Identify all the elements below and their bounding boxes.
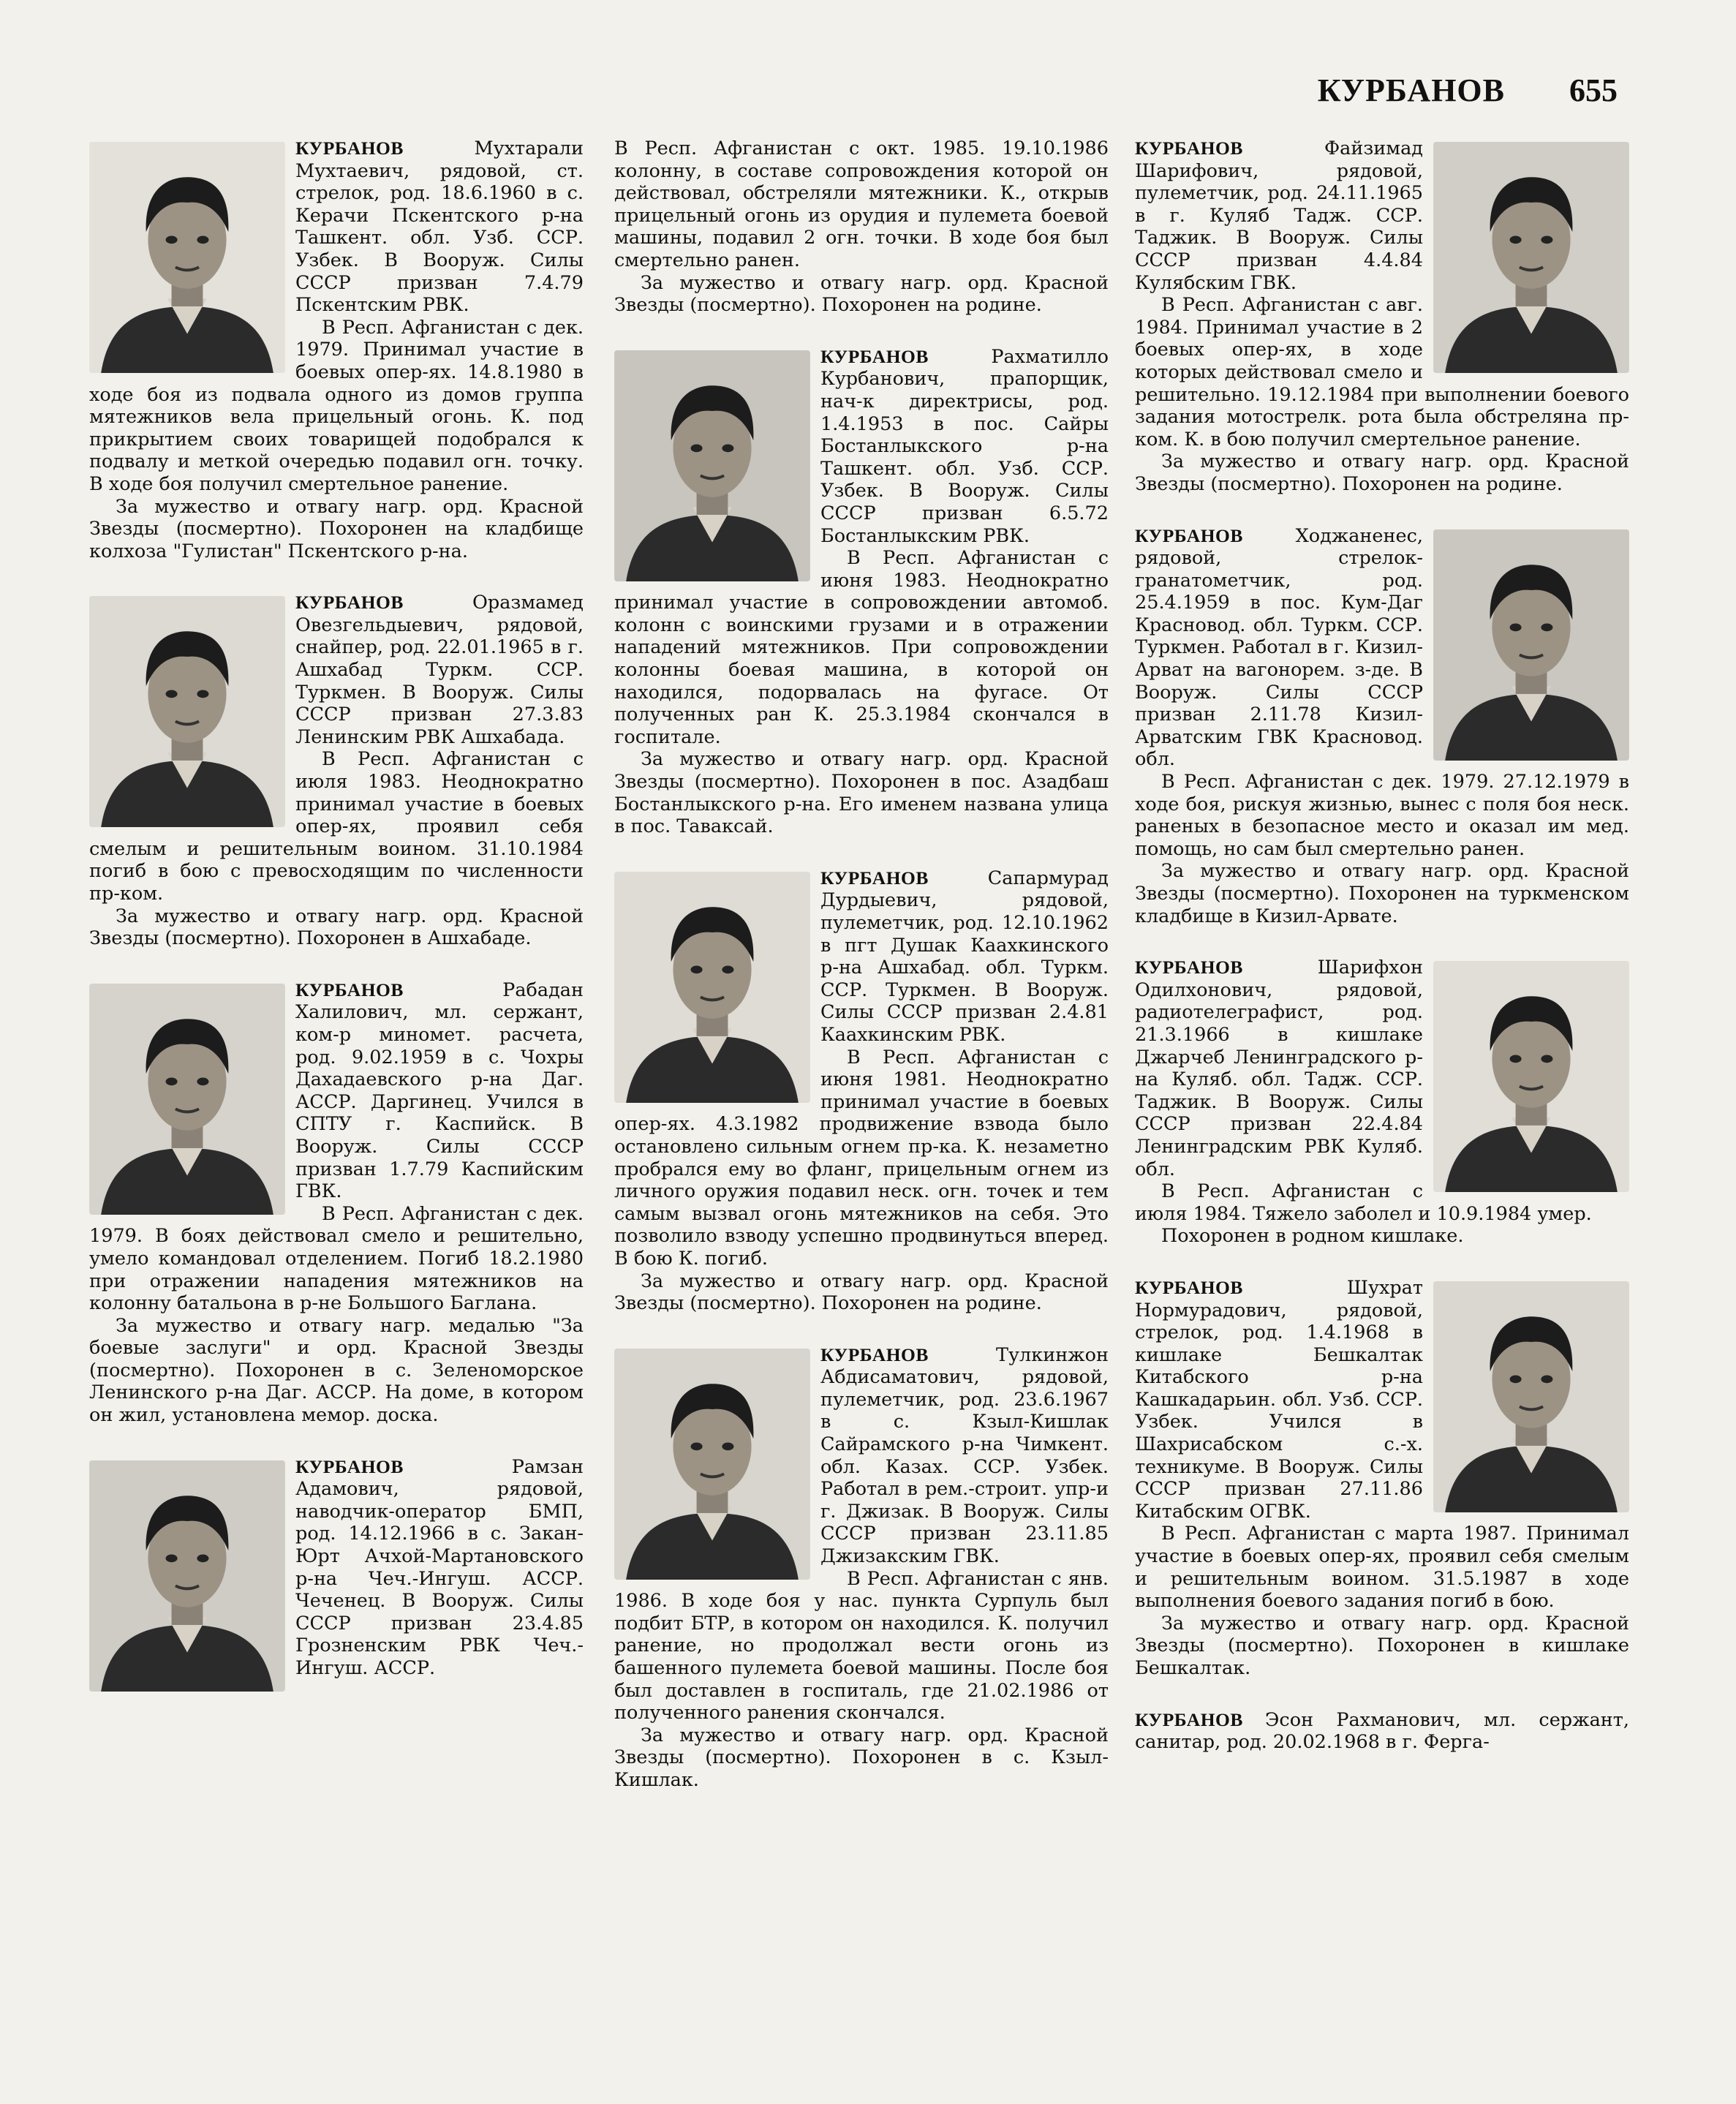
portrait-photo-2 <box>89 596 285 827</box>
biography-entry <box>1135 1709 1629 1754</box>
portrait-photo-11 <box>1433 1281 1629 1512</box>
portrait-photo-8 <box>1433 142 1629 373</box>
entry-paragraph: КУРБАНОВ Эсон Рахманович, мл. сержант, санитар, род. 20.02.1968 в г. Ферга- <box>1135 1708 1629 1754</box>
entry-paragraph: За мужество и отвагу нагр. орд. Красной Звезды (посмертно). Похоронен в кишлаке Бешкалтак. <box>1135 1612 1629 1679</box>
biography-entry <box>89 979 584 1427</box>
entry-paragraph: В Респ. Афганистан с марта 1987. Принимал участие в боевых опер-ях, проявил себя смелым и решительным воином. 31.5.1987 в ходе выполнения боевого задания погиб в бою. <box>1135 1523 1629 1613</box>
column-3 <box>1135 137 1629 2083</box>
entry-paragraph: КУРБАНОВ Шарифхон Одилхонович, рядовой, радиотелеграфист, род. 21.3.1966 в кишлаке Джарчеб Ленинградского р-на Куляб. обл. Тадж. ССР. Таджик. В Вооруж. Силы СССР призван 22.4.84 Ленинградским РВК Куляб. обл. <box>1135 957 1629 1180</box>
entry-paragraph: За мужество и отвагу нагр. орд. Красной Звезды (посмертно). Похоронен в пос. Азадбаш Бостанлыкского р-на. Его именем названа улица в пос. Таваксай. <box>614 748 1109 838</box>
portrait-photo-9 <box>1433 529 1629 761</box>
biography-entry <box>1135 957 1629 1248</box>
entry-surname: КУРБАНОВ <box>295 979 503 1000</box>
entry-paragraph: В Респ. Афганистан с авг. 1984. Принимал участие в 2 боевых опер-ях, в ходе которых действовал смело и решительно. 19.12.1984 при выполнении боевого задания мотострелк. рота была обстреляна пр-ком. К. в бою получил смертельное ранение. <box>1135 294 1629 450</box>
entry-paragraph: За мужество и отвагу нагр. медалью "За боевые заслуги" и орд. Красной Звезды (посмертно). Похоронен в с. Зеленоморское Ленинского р-на Даг. АССР. На доме, в котором он жил, установлена мемор. доска. <box>89 1314 584 1427</box>
running-header <box>1318 72 1618 116</box>
portrait-photo-3 <box>89 984 285 1215</box>
entry-surname: КУРБАНОВ <box>1135 1708 1265 1730</box>
biography-entry <box>89 137 584 562</box>
entry-surname: КУРБАНОВ <box>1135 137 1324 159</box>
biography-entry <box>614 137 1109 317</box>
biography-entry <box>614 867 1109 1315</box>
entry-paragraph: КУРБАНОВ Ходжаненес, рядовой, стрелок-гранатометчик, род. 25.4.1959 в пос. Кум-Даг Красновод. обл. Туркм. ССР. Туркмен. Работал в г. Кизил-Арват на вагонорем. з-де. В Вооруж. Силы СССР призван 2.11.78 Кизил-Арватским ГВК Красновод. обл. <box>1135 525 1629 772</box>
entry-surname: КУРБАНОВ <box>295 592 472 614</box>
portrait-photo-4 <box>89 1460 285 1692</box>
portrait-photo-7 <box>614 1349 810 1580</box>
entry-paragraph: В Респ. Афганистан с дек. 1979. Принимал участие в боевых опер-ях. 14.8.1980 в ходе боя из подвала одного из домов группа мятежников вела прицельный огонь. К. под прикрытием своих товарищей подобрался к подвалу и меткой очередью подавил огн. точку. В ходе боя получил смертельное ранение. <box>89 316 584 495</box>
entry-paragraph: КУРБАНОВ Оразмамед Овезгельдыевич, рядовой, снайпер, род. 22.01.1965 в г. Ашхабад Туркм. ССР. Туркмен. В Вооруж. Силы СССР призван 27.3.83 Ленинским РВК Ашхабада. <box>89 592 584 748</box>
entry-surname: КУРБАНОВ <box>1135 524 1296 546</box>
column-2 <box>614 137 1109 2083</box>
entry-paragraph: В Респ. Афганистан с янв. 1986. В ходе боя у нас. пункта Сурпуль был подбит БТР, в котором он находился. К. получил ранение, но продолжал вести огонь из башенного пулемета боевой машины. После боя был доставлен в госпиталь, где 21.02.1986 от полученного ранения скончался. <box>614 1567 1109 1724</box>
entry-paragraph: КУРБАНОВ Рахматилло Курбанович, прапорщик, нач-к директрисы, род. 1.4.1953 в пос. Сайры Бостанлыкского р-на Ташкент. обл. Узб. ССР. Узбек. В Вооруж. Силы СССР призван 6.5.72 Бостанлыкским РВК. <box>614 346 1109 547</box>
entry-surname: КУРБАНОВ <box>820 867 988 889</box>
header-surname: КУРБАНОВ <box>1317 72 1505 108</box>
biography-entry <box>1135 1277 1629 1680</box>
entry-paragraph: За мужество и отвагу нагр. орд. Красной Звезды (посмертно). Похоронен в с. Кзыл-Кишлак. <box>614 1724 1109 1791</box>
entry-paragraph: КУРБАНОВ Рабадан Халилович, мл. сержант, ком-р миномет. расчета, род. 9.02.1959 в с. Чохры Дахадаевского р-на Даг. АССР. Даргинец. Учился в СПТУ г. Каспийск. В Вооруж. Силы СССР призван 1.7.79 Каспийским ГВК. <box>89 979 584 1203</box>
entry-paragraph: Похоронен в родном кишлаке. <box>1161 1225 1464 1248</box>
biography-entry <box>89 592 584 950</box>
entry-paragraph: В Респ. Афганистан с окт. 1985. 19.10.1986 колонну, в составе сопровождения которой он действовал, обстреляли мятежники. К., открыв прицельный огонь из орудия и пулемета боевой машины, подавил 2 огн. точки. В ходе боя был смертельно ранен. <box>614 137 1109 271</box>
entry-paragraph: За мужество и отвагу нагр. орд. Красной Звезды (посмертно). Похоронен на родине. <box>1135 450 1629 495</box>
column-1 <box>89 137 584 2083</box>
entry-paragraph: В Респ. Афганистан с июля 1983. Неоднократно принимал участие в боевых опер-ях, проявил себя смелым и решительным воином. 31.10.1984 погиб в бою с превосходящим по численности пр-ком. <box>89 748 584 905</box>
entry-paragraph: КУРБАНОВ Тулкинжон Абдисаматович, рядовой, пулеметчик, род. 23.6.1967 в с. Кзыл-Кишлак Сайрамского р-на Чимкент. обл. Казах. ССР. Узбек. Работал в рем.-строит. упр-и г. Джизак. В Вооруж. Силы СССР призван 23.11.85 Джизакским ГВК. <box>614 1344 1109 1568</box>
portrait-photo-6 <box>614 872 810 1103</box>
biography-entry <box>1135 525 1629 928</box>
entry-paragraph: За мужество и отвагу нагр. орд. Красной Звезды (посмертно). Похоронен на туркменском кладбище в Кизил-Арвате. <box>1135 860 1629 927</box>
portrait-photo-1 <box>89 142 285 373</box>
entry-paragraph: В Респ. Афганистан с июля 1984. Тяжело заболел и 10.9.1984 умер. <box>1135 1180 1592 1225</box>
entry-surname: КУРБАНОВ <box>820 345 992 367</box>
biography-entry <box>1135 137 1629 496</box>
entry-surname: КУРБАНОВ <box>295 137 475 159</box>
biography-entry <box>89 1456 584 1696</box>
portrait-photo-10 <box>1433 961 1629 1192</box>
entry-surname: КУРБАНОВ <box>295 1455 512 1477</box>
entry-paragraph: За мужество и отвагу нагр. орд. Красной Звезды (посмертно). Похоронен на кладбище колхоза "Гулистан" Пскентского р-на. <box>89 495 584 562</box>
entry-paragraph: КУРБАНОВ Шухрат Нормурадович, рядовой, стрелок, род. 1.4.1968 в кишлаке Бешкалтак Китабского р-на Кашкадарьин. обл. Узб. ССР. Узбек. Учился в Шахрисабском с.-х. техникуме. В Вооруж. Силы СССР призван 27.11.86 Китабским ОГВК. <box>1135 1277 1629 1523</box>
portrait-photo-5 <box>614 350 810 581</box>
entry-paragraph: В Респ. Афганистан с дек. 1979. 27.12.1979 в ходе боя, рискуя жизнью, вынес с поля боя неск. раненых в безопасное место и оказал им мед. помощь, но сам был смертельно ранен. <box>1135 771 1629 860</box>
page-number: 655 <box>1569 72 1618 108</box>
entry-paragraph: В Респ. Афганистан с июня 1981. Неоднократно принимал участие в боевых опер-ях. 4.3.1982 продвижение взвода было остановлено сильным огнем пр-ка. К. незаметно пробрался ему во фланг, прицельным огнем из личного оружия подавил неск. огн. точек и тем самым вызвал огонь мятежников на себя. Это позволило взводу успешно продвинуться вперед. В бою К. погиб. <box>614 1046 1109 1270</box>
entry-paragraph: За мужество и отвагу нагр. орд. Красной Звезды (посмертно). Похоронен на родине. <box>614 271 1109 317</box>
biography-entry <box>614 1344 1109 1792</box>
entry-surname: КУРБАНОВ <box>820 1343 997 1365</box>
entry-surname: КУРБАНОВ <box>1135 957 1318 979</box>
entry-paragraph: За мужество и отвагу нагр. орд. Красной Звезды (посмертно). Похоронен в Ашхабаде. <box>89 905 584 950</box>
entry-paragraph: КУРБАНОВ Мухтарали Мухтаевич, рядовой, ст. стрелок, род. 18.6.1960 в с. Керачи Пскентского р-на Ташкент. обл. Узб. ССР. Узбек. В Вооруж. Силы СССР призван 7.4.79 Пскентским РВК. <box>89 137 584 317</box>
entry-paragraph: За мужество и отвагу нагр. орд. Красной Звезды (посмертно). Похоронен на родине. <box>614 1270 1109 1315</box>
entry-paragraph: В Респ. Афганистан с дек. 1979. В боях действовал смело и решительно, умело командовал отделением. Погиб 18.2.1980 при отражении нападения мятежников на колонну батальона в р-не Большого Баглана. <box>89 1202 584 1315</box>
entry-paragraph: КУРБАНОВ Файзимад Шарифович, рядовой, пулеметчик, род. 24.11.1965 в г. Куляб Тадж. ССР. Таджик. В Вооруж. Силы СССР призван 4.4.84 Кулябским ГВК. <box>1135 137 1629 294</box>
entry-paragraph: КУРБАНОВ Сапармурад Дурдыевич, рядовой, пулеметчик, род. 12.10.1962 в пгт Душак Каахкинского р-на Ашхабад. обл. Туркм. ССР. Туркмен. В Вооруж. Силы СССР призван 2.4.81 Каахкинским РВК. <box>614 867 1109 1047</box>
entry-paragraph: КУРБАНОВ Рамзан Адамович, рядовой, наводчик-оператор БМП, род. 14.12.1966 в с. Закан-Юрт Ачхой-Мартановского р-на Чеч.-Ингуш. АССР. Чеченец. В Вооруж. Силы СССР призван 23.4.85 Грозненским РВК Чеч.-Ингуш. АССР. <box>89 1456 584 1680</box>
biography-entry <box>614 346 1109 838</box>
entry-paragraph: В Респ. Афганистан с июня 1983. Неоднократно принимал участие в сопровождении автомоб. колонн с воинскими грузами и в отражении нападений мятежников. При сопровождении колонны боевая машина, в которой он находился, подорвалась на фугасе. От полученных ран К. 25.3.1984 скончался в госпитале. <box>614 547 1109 748</box>
entry-surname: КУРБАНОВ <box>1135 1276 1347 1298</box>
